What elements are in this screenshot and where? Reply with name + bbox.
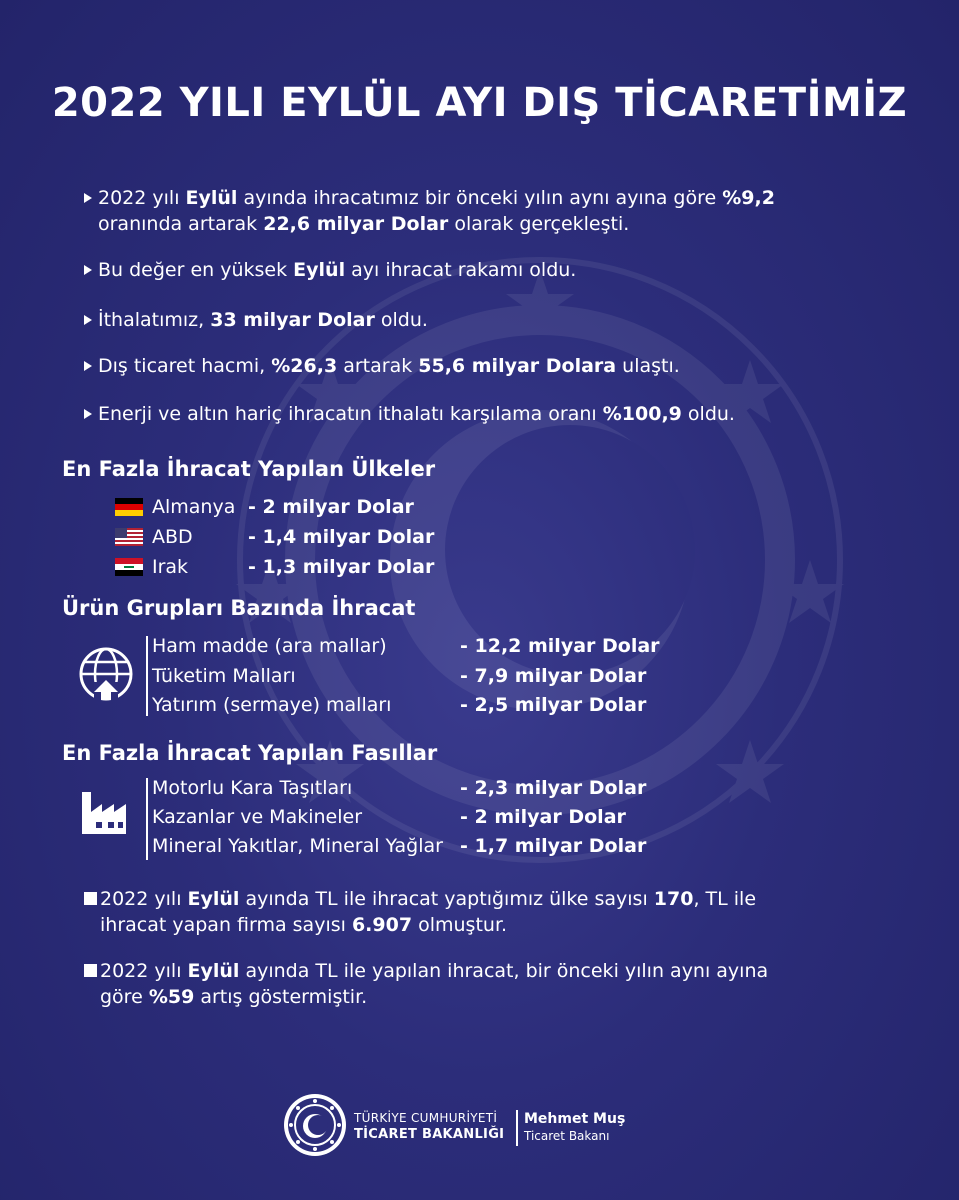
country-name: ABD: [152, 526, 193, 548]
triangle-bullet-icon: [84, 265, 92, 275]
triangle-bullet-icon: [84, 409, 92, 419]
country-value: - 1,3 milyar Dolar: [248, 556, 435, 578]
bullet-item: [84, 257, 804, 283]
triangle-bullet-icon: [84, 361, 92, 371]
product-name: Ham madde (ara mallar): [152, 635, 387, 657]
chapter-name: Mineral Yakıtlar, Mineral Yağlar: [152, 835, 443, 857]
note-item: [84, 958, 784, 1010]
bullet-text: 2022 yılı Eylül ayında ihracatımız bir önceki yılın aynı ayına göre %9,2 oranında artarak 22,6 milyar Dolar olarak gerçekleşti.: [98, 187, 775, 235]
bullet-text: Bu değer en yüksek Eylül ayı ihracat rakamı oldu.: [98, 259, 577, 281]
square-bullet-icon: [84, 892, 97, 905]
org-name-line1: TÜRKİYE CUMHURİYETİ: [354, 1111, 498, 1125]
note-text: 2022 yılı Eylül ayında TL ile ihracat yaptığımız ülke sayısı 170, TL ile ihracat yapan firma sayısı 6.907 olmuştur.: [100, 888, 757, 936]
chapter-value: - 2,3 milyar Dolar: [460, 777, 647, 799]
page-title: 2022 YILI EYLÜL AYI DIŞ TİCARETİMİZ: [51, 80, 908, 126]
bullet-item: [84, 185, 804, 237]
chapter-name: Motorlu Kara Taşıtları: [152, 777, 353, 799]
globe-upload-icon: [78, 646, 134, 702]
chapters-heading: En Fazla İhracat Yapılan Fasıllar: [62, 741, 438, 765]
note-item: [84, 886, 784, 938]
product-value: - 12,2 milyar Dolar: [460, 635, 660, 657]
org-name-line2: TİCARET BAKANLIĞI: [354, 1127, 505, 1142]
country-value: - 2 milyar Dolar: [248, 496, 414, 518]
bullet-item: [84, 401, 804, 427]
product-value: - 7,9 milyar Dolar: [460, 665, 647, 687]
chapter-value: - 2 milyar Dolar: [460, 806, 626, 828]
bullet-text: Enerji ve altın hariç ihracatın ithalatı karşılama oranı %100,9 oldu.: [98, 403, 735, 425]
footer-divider: [516, 1110, 518, 1146]
bullet-text: Dış ticaret hacmi, %26,3 artarak 55,6 milyar Dolara ulaştı.: [98, 355, 680, 377]
chapter-value: - 1,7 milyar Dolar: [460, 835, 647, 857]
iraq-flag-icon: [115, 558, 143, 576]
countries-heading: En Fazla İhracat Yapılan Ülkeler: [62, 457, 436, 481]
divider-line: [146, 778, 148, 860]
country-name: Irak: [152, 556, 189, 578]
bullet-text: İthalatımız, 33 milyar Dolar oldu.: [98, 309, 428, 331]
products-heading: Ürün Grupları Bazında İhracat: [62, 596, 416, 620]
germany-flag-icon: [115, 498, 143, 516]
note-text: 2022 yılı Eylül ayında TL ile yapılan ihracat, bir önceki yılın aynı ayına göre %59 artış göstermiştir.: [100, 960, 769, 1008]
minister-name: Mehmet Muş: [524, 1111, 626, 1127]
chapter-name: Kazanlar ve Makineler: [152, 806, 363, 828]
product-name: Tüketim Malları: [152, 665, 296, 687]
product-name: Yatırım (sermaye) malları: [152, 694, 392, 716]
ministry-logo-icon: [282, 1092, 348, 1158]
divider-line: [146, 636, 148, 716]
triangle-bullet-icon: [84, 193, 92, 203]
country-value: - 1,4 milyar Dolar: [248, 526, 435, 548]
minister-role: Ticaret Bakanı: [524, 1129, 610, 1143]
bullet-item: [84, 353, 804, 379]
product-value: - 2,5 milyar Dolar: [460, 694, 647, 716]
triangle-bullet-icon: [84, 315, 92, 325]
factory-icon: [80, 790, 132, 836]
country-name: Almanya: [152, 496, 236, 518]
usa-flag-icon: [115, 528, 143, 546]
square-bullet-icon: [84, 964, 97, 977]
bullet-item: [84, 307, 804, 333]
